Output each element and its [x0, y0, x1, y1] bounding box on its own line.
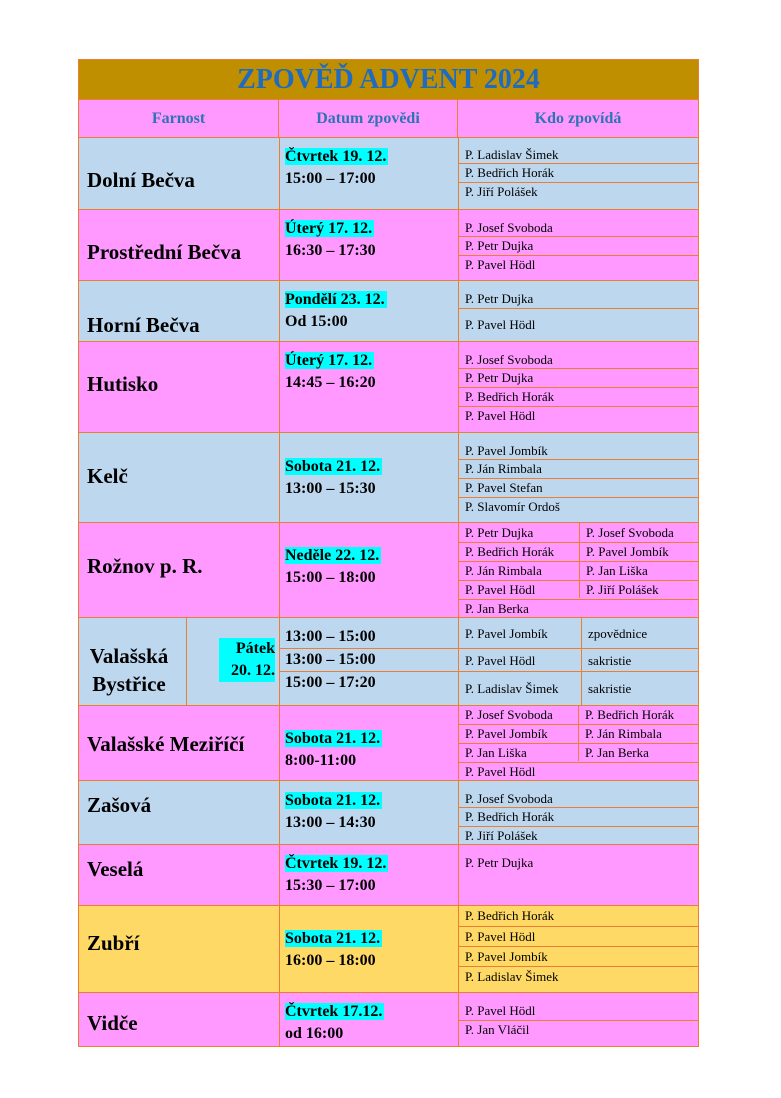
parish-name-line2: Bystřice — [92, 672, 166, 696]
location: sakristie — [588, 653, 632, 668]
priest: P. Petr Dujka — [465, 238, 534, 253]
confession-day: Sobota 21. 12. — [285, 930, 381, 947]
priest: P. Pavel Jombík — [465, 626, 548, 641]
priest: P. Slavomír Ordoš — [465, 499, 560, 514]
confession-day: Neděle 22. 12. — [285, 547, 380, 564]
priest: P. Ján Rimbala — [585, 726, 662, 741]
header-farnost: Farnost — [79, 100, 279, 138]
priest: P. Josef Svoboda — [465, 707, 553, 722]
priest: P. Pavel Jombík — [465, 949, 548, 964]
row-kelc — [79, 433, 698, 523]
parish-name: Prostřední Bečva — [87, 240, 242, 264]
confession-day-line2: 20. 12. — [231, 662, 275, 679]
confession-day-line1: Pátek — [235, 640, 275, 657]
priest: P. Petr Dujka — [465, 525, 534, 540]
row-dolni-becva — [79, 138, 698, 210]
priest: P. Jan Berka — [585, 745, 649, 760]
confession-time: 15:00 – 17:20 — [285, 674, 376, 691]
confession-time: od 16:00 — [285, 1025, 344, 1042]
parish-name: Veselá — [87, 857, 144, 881]
confession-time: 13:00 – 15:00 — [285, 628, 376, 645]
confession-time: 15:00 – 17:00 — [285, 170, 376, 187]
priest: P. Bedřich Horák — [465, 165, 555, 180]
row-vesela — [79, 845, 698, 906]
priest: P. Josef Svoboda — [465, 791, 553, 806]
parish-name: Vidče — [87, 1011, 138, 1035]
priest: P. Ladislav Šimek — [465, 147, 559, 162]
page-title: ZPOVĚĎ ADVENT 2024 — [79, 60, 698, 100]
priest: P. Jiří Polášek — [465, 184, 538, 199]
priest: P. Pavel Hödl — [465, 1003, 536, 1018]
confession-day: Pondělí 23. 12. — [285, 291, 385, 308]
parish-name: Zašová — [87, 793, 152, 817]
priest: P. Pavel Hödl — [465, 408, 536, 423]
priest: P. Pavel Stefan — [465, 480, 543, 495]
header-datum: Datum zpovědi — [279, 100, 458, 138]
confession-day: Sobota 21. 12. — [285, 792, 381, 809]
parish-name: Hutisko — [87, 372, 159, 396]
priest: P. Pavel Hödl — [465, 653, 536, 668]
row-zasova — [79, 781, 698, 845]
confession-time: 13:00 – 15:30 — [285, 480, 376, 497]
confession-time: 16:30 – 17:30 — [285, 242, 376, 259]
priest: P. Ján Rimbala — [465, 563, 542, 578]
confession-day: Úterý 17. 12. — [285, 220, 373, 237]
priest: P. Jiří Polášek — [465, 828, 538, 843]
confession-day: Čtvrtek 19. 12. — [285, 148, 387, 165]
priest: P. Jan Liška — [465, 745, 527, 760]
confession-day: Sobota 21. 12. — [285, 730, 381, 747]
priest: P. Pavel Hödl — [465, 929, 536, 944]
priest: P. Bedřich Horák — [465, 389, 555, 404]
parish-name: Zubří — [87, 931, 140, 955]
confession-time: 14:45 – 16:20 — [285, 374, 376, 391]
priest: P. Petr Dujka — [465, 855, 534, 870]
parish-name: Horní Bečva — [87, 313, 200, 337]
priest: P. Ján Rimbala — [465, 461, 542, 476]
priest: P. Pavel Jombík — [465, 726, 548, 741]
priest: P. Jan Liška — [586, 563, 648, 578]
priest: P. Pavel Jombík — [465, 443, 548, 458]
priest: P. Ladislav Šimek — [465, 969, 559, 984]
priest: P. Josef Svoboda — [465, 352, 553, 367]
confession-time: Od 15:00 — [285, 313, 348, 330]
priest: P. Petr Dujka — [465, 291, 534, 306]
row-valasske-mezirici — [79, 706, 698, 781]
priest: P. Bedřich Horák — [465, 544, 555, 559]
priest: P. Bedřich Horák — [585, 707, 675, 722]
row-hutisko — [79, 342, 698, 433]
confession-time: 8:00-11:00 — [285, 752, 357, 769]
parish-name: Dolní Bečva — [87, 168, 195, 192]
row-vidce — [79, 993, 698, 1046]
priest: P. Jan Berka — [465, 601, 529, 616]
priest: P. Ladislav Šimek — [465, 681, 559, 696]
confession-time: 16:00 – 18:00 — [285, 952, 376, 969]
priest: P. Jiří Polášek — [586, 582, 659, 597]
confession-time: 15:00 – 18:00 — [285, 569, 376, 586]
parish-name: Rožnov p. R. — [87, 554, 203, 578]
priest: P. Bedřich Horák — [465, 908, 555, 923]
priest: P. Jan Vláčil — [465, 1022, 530, 1037]
priest: P. Pavel Hödl — [465, 764, 536, 779]
confession-day: Úterý 17. 12. — [285, 352, 373, 369]
row-horni-becva — [79, 281, 698, 342]
confession-day: Sobota 21. 12. — [285, 458, 381, 475]
header-kdo: Kdo zpovídá — [458, 100, 698, 138]
priest: P. Pavel Hödl — [465, 582, 536, 597]
priest: P. Pavel Hödl — [465, 257, 536, 272]
row-roznov — [79, 523, 698, 618]
priest: P. Pavel Hödl — [465, 317, 536, 332]
location: sakristie — [588, 681, 632, 696]
row-zubri — [79, 906, 698, 993]
confession-time: 13:00 – 14:30 — [285, 814, 376, 831]
priest: P. Bedřich Horák — [465, 809, 555, 824]
parish-name: Kelč — [87, 464, 128, 488]
confession-day: Čtvrtek 19. 12. — [285, 855, 387, 872]
priest: P. Josef Svoboda — [586, 525, 674, 540]
parish-name: Valašské Meziříčí — [87, 732, 245, 756]
priest: P. Josef Svoboda — [465, 220, 553, 235]
location: zpovědnice — [588, 626, 648, 641]
priest: P. Pavel Jombík — [586, 544, 669, 559]
priest: P. Petr Dujka — [465, 370, 534, 385]
row-prostredni-becva — [79, 210, 698, 281]
parish-name-line1: Valašská — [89, 644, 169, 668]
confession-time: 15:30 – 17:00 — [285, 877, 376, 894]
confession-time: 13:00 – 15:00 — [285, 651, 376, 668]
confession-day: Čtvrtek 17.12. — [285, 1003, 383, 1020]
row-valasska-bystrice — [79, 618, 698, 706]
confession-schedule-table — [78, 59, 699, 1047]
